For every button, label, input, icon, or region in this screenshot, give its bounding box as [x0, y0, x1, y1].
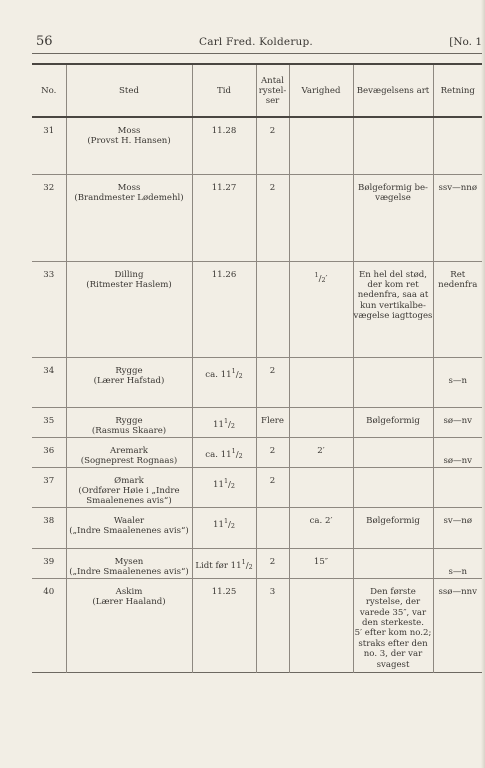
fraction-denominator: 2 — [321, 275, 326, 284]
fraction-denominator: 2 — [248, 562, 253, 571]
sted-source: (Lærer Hafstad) — [93, 375, 165, 386]
row-varighed: ca. 2′ — [289, 507, 353, 548]
table-row — [32, 117, 482, 174]
fraction-numerator: 1 — [231, 366, 236, 375]
bevaegelse-line: vægelse iagttoges — [353, 311, 433, 322]
sted-source: (Brandmester Lødemehl) — [74, 192, 184, 203]
bevaegelse-line: Bølgeformig — [366, 515, 420, 526]
bevaegelse-line: no. 3, der var — [363, 649, 423, 660]
retning-line: s—n — [448, 567, 468, 578]
fraction-numerator: 1 — [231, 446, 236, 455]
row-retning — [433, 437, 482, 467]
row-bevaegelse — [353, 437, 433, 467]
row-sted — [66, 261, 192, 357]
sted-place: Moss — [117, 126, 141, 136]
row-varighed: 15″ — [289, 548, 353, 578]
row-number: 33 — [43, 269, 55, 280]
row-tid: $11^1/2$ — [192, 407, 256, 437]
row-retning — [433, 261, 482, 357]
table-row — [32, 407, 482, 437]
bevaegelse-line: rystelse, der — [365, 597, 421, 608]
sted-place: Dilling — [114, 269, 144, 280]
sted-place: Mysen — [114, 556, 144, 567]
fraction-denominator: 2 — [230, 421, 235, 430]
row-tid: $11^1/2$ — [192, 467, 256, 507]
row-varighed — [289, 117, 353, 174]
earthquake-observations-table — [32, 63, 482, 673]
row-varighed: 2′ — [289, 437, 353, 467]
bevaegelse-line: Bølgeformig be- — [358, 182, 428, 193]
column-header-tid: Tid — [192, 64, 256, 117]
row-bevaegelse — [353, 174, 433, 261]
sted-place: Aremark — [110, 445, 148, 456]
row-antal — [256, 507, 289, 548]
bevaegelse-line: nedenfra, saa at — [357, 290, 429, 301]
row-tid: Lidt før $11^1/2$ — [192, 548, 256, 578]
row-varighed: $^1$/2′ — [289, 261, 353, 357]
row-tid: $11^1/2$ — [192, 507, 256, 548]
sted-place: Waaler — [113, 515, 145, 526]
fraction-numerator: 1 — [223, 516, 229, 525]
row-retning — [433, 357, 482, 407]
table-row — [32, 261, 482, 357]
fraction-numerator: 1 — [241, 557, 246, 566]
retning-line: Ret — [450, 269, 466, 280]
fraction-numerator: 1 — [223, 416, 229, 425]
retning-line: sø—nv — [443, 455, 473, 466]
bevaegelse-line: straks efter den — [358, 638, 428, 649]
row-number: 37 — [43, 475, 55, 486]
row-tid: ca. $11^1/2$ — [192, 357, 256, 407]
table-row — [32, 507, 482, 548]
row-varighed — [289, 467, 353, 507]
retning-line: sø—nv — [443, 415, 473, 426]
row-number: 36 — [43, 445, 55, 456]
retning-line: sv—nø — [443, 515, 473, 526]
row-sted — [66, 174, 192, 261]
bevaegelse-line: kun vertikalbe- — [360, 300, 426, 311]
sted-place: Rygge — [115, 365, 143, 376]
row-bevaegelse — [353, 467, 433, 507]
row-bevaegelse — [353, 261, 433, 357]
row-antal: Flere — [256, 407, 289, 437]
bevaegelse-line: Bølgeformig — [366, 415, 420, 426]
column-header-antal: Antal rystel- ser — [256, 64, 289, 117]
row-sted — [66, 548, 192, 578]
row-number: 39 — [43, 556, 55, 567]
row-number: 31 — [43, 126, 55, 136]
row-retning — [433, 407, 482, 437]
row-sted — [66, 407, 192, 437]
retning-line: nedenfra — [438, 279, 478, 290]
sted-source: („Indre Smaalenenes avis“) — [69, 526, 189, 537]
column-header-no: No. — [32, 64, 66, 117]
bevaegelse-line: svagest — [376, 659, 410, 670]
table-header-row — [32, 64, 482, 117]
section-number: [No. 1 — [449, 36, 482, 48]
row-tid: 11.27 — [192, 174, 256, 261]
row-number: 38 — [43, 515, 55, 526]
row-bevaegelse — [353, 507, 433, 548]
fraction-denominator: 2 — [230, 481, 235, 490]
row-tid: 11.26 — [192, 261, 256, 357]
bevaegelse-line: Den første — [370, 586, 416, 597]
row-number: 40 — [43, 586, 55, 597]
running-header — [36, 34, 482, 50]
row-sted — [66, 467, 192, 507]
row-antal — [256, 261, 289, 357]
sted-source: („Indre Smaalenenes avis“) — [69, 567, 189, 578]
row-varighed — [289, 174, 353, 261]
header-rule — [32, 53, 482, 54]
page-number: 56 — [36, 34, 53, 49]
bevaegelse-line: En hel del stød, — [359, 269, 427, 280]
retning-line — [434, 366, 483, 376]
row-sted — [66, 578, 192, 672]
retning-line: ssø—nnv — [438, 586, 477, 597]
row-tid: ca. $11^1/2$ — [192, 437, 256, 467]
column-header-sted: Sted — [66, 64, 192, 117]
fraction-denominator: 2 — [238, 451, 243, 460]
row-bevaegelse — [353, 578, 433, 672]
fraction-denominator: 2 — [230, 521, 235, 530]
retning-line — [434, 446, 483, 456]
row-retning — [433, 578, 482, 672]
row-bevaegelse — [353, 357, 433, 407]
row-antal: 2 — [256, 548, 289, 578]
table-row — [32, 578, 482, 672]
row-sted — [66, 507, 192, 548]
row-retning — [433, 507, 482, 548]
row-sted — [66, 117, 192, 174]
row-antal: 2 — [256, 117, 289, 174]
row-varighed — [289, 407, 353, 437]
sted-source: (Rasmus Skaare) — [91, 425, 167, 436]
row-bevaegelse — [353, 117, 433, 174]
row-antal: 3 — [256, 578, 289, 672]
row-number: 35 — [43, 415, 55, 426]
table-row — [32, 437, 482, 467]
sted-source: (Ritmester Haslem) — [86, 279, 172, 290]
row-antal: 2 — [256, 357, 289, 407]
sted-place: Rygge — [115, 415, 143, 426]
bevaegelse-line: 5′ efter kom no.2; — [354, 628, 432, 639]
row-retning — [433, 548, 482, 578]
row-varighed — [289, 357, 353, 407]
row-antal: 2 — [256, 467, 289, 507]
bevaegelse-line: den sterkeste. — [362, 617, 424, 628]
row-sted — [66, 437, 192, 467]
sted-source: (Provst H. Hansen) — [87, 136, 171, 147]
bevaegelse-line: vægelse — [375, 192, 411, 203]
running-title: Carl Fred. Kolderup. — [199, 36, 313, 48]
bevaegelse-line: varede 35″, var — [359, 607, 427, 618]
column-header-retning: Retning — [433, 64, 482, 117]
row-bevaegelse — [353, 548, 433, 578]
table-row — [32, 467, 482, 507]
sted-source: (Lærer Haaland) — [92, 597, 166, 608]
bevaegelse-line: der kom ret — [367, 279, 419, 290]
row-retning — [433, 117, 482, 174]
retning-line: s—n — [448, 375, 468, 386]
sted-source-cont: Smaalenenes avis“) — [86, 496, 172, 507]
fraction-denominator: 2 — [238, 371, 243, 380]
sted-source: (Ordfører Høie i „Indre — [78, 485, 180, 496]
column-header-varighed: Varighed — [289, 64, 353, 117]
row-tid: 11.25 — [192, 578, 256, 672]
row-tid: 11.28 — [192, 117, 256, 174]
column-header-bevaegelse: Bevægelsens art — [353, 64, 433, 117]
fraction-numerator: 1 — [223, 476, 229, 485]
row-sted — [66, 357, 192, 407]
table-body — [32, 117, 482, 672]
retning-line: ssv—nnø — [438, 182, 477, 193]
fraction-numerator: 1 — [314, 270, 319, 279]
row-bevaegelse — [353, 407, 433, 437]
row-number: 34 — [43, 365, 55, 376]
row-varighed — [289, 578, 353, 672]
row-antal: 2 — [256, 174, 289, 261]
table-row — [32, 548, 482, 578]
sted-place: Askim — [115, 586, 143, 597]
sted-place: Moss — [117, 182, 141, 193]
row-retning — [433, 467, 482, 507]
row-number: 32 — [43, 182, 55, 193]
table-row — [32, 174, 482, 261]
retning-line — [434, 557, 483, 567]
sted-place: Ømark — [114, 475, 144, 486]
row-antal: 2 — [256, 437, 289, 467]
sted-source: (Sogneprest Rognaas) — [80, 455, 178, 466]
row-retning — [433, 174, 482, 261]
table-row — [32, 357, 482, 407]
